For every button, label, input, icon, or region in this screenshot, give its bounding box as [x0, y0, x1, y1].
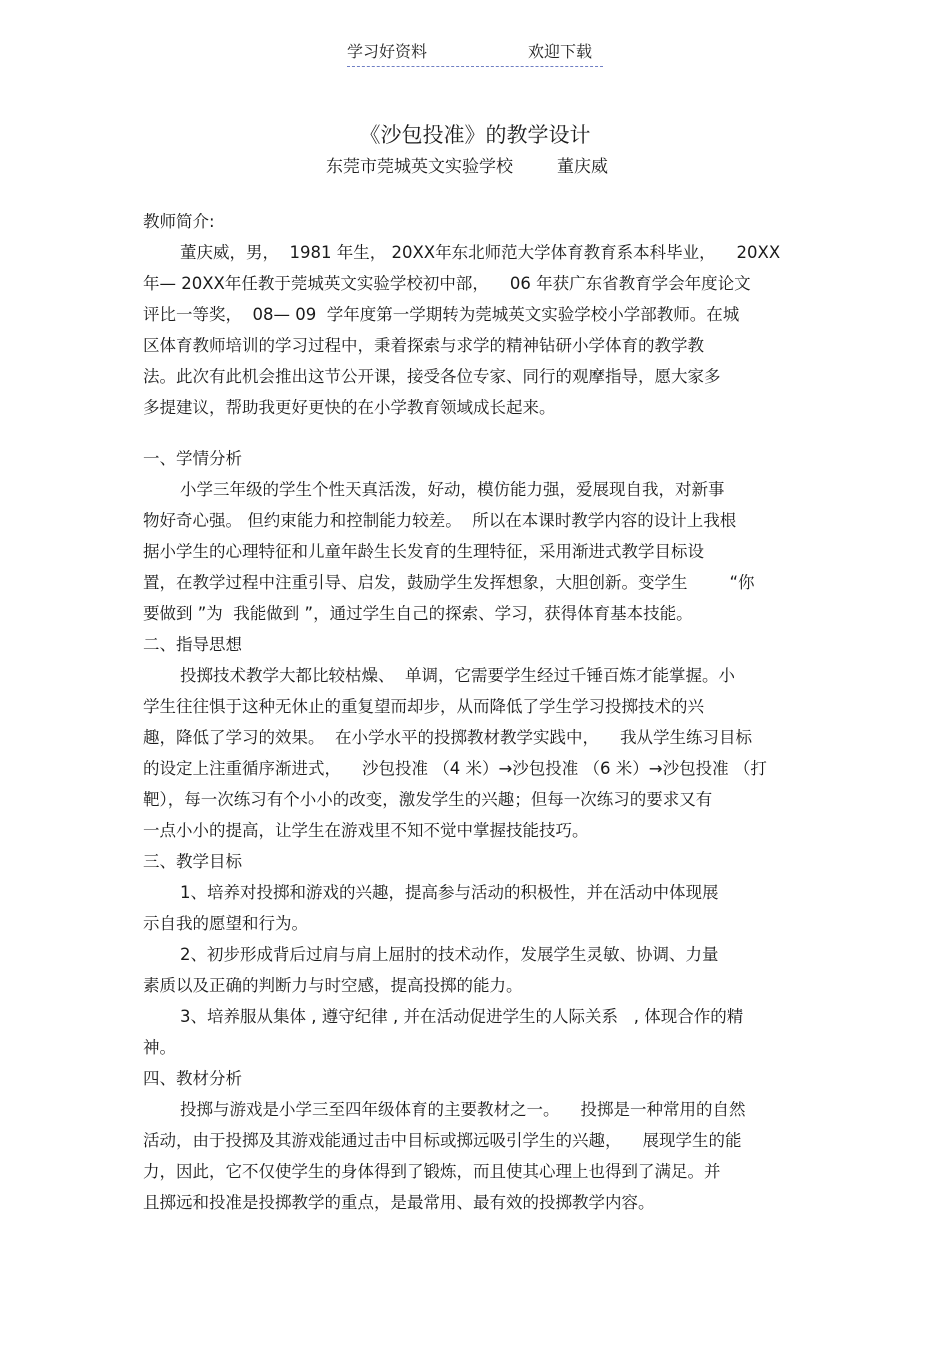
intro-line: 董庆威，男， 1981 年生， 20XX年东北师范大学体育教育系本科毕业， 20XX [180, 243, 781, 262]
section-1-heading: 一、学情分析 [143, 449, 242, 468]
intro-line: 多提建议，帮助我更好更快的在小学教育领域成长起来。 [143, 398, 556, 417]
section-2-line: 学生往往惧于这种无休止的重复望而却步，从而降低了学生学习投掷技术的兴 [143, 697, 704, 716]
school-name: 东莞市莞城英文实验学校 [326, 157, 513, 177]
section-4-line: 力，因此，它不仅使学生的身体得到了锻炼，而且使其心理上也得到了满足。并 [143, 1162, 721, 1181]
intro-line: 法。此次有此机会推出这节公开课，接受各位专家、同行的观摩指导，愿大家多 [143, 367, 721, 386]
intro-line: 区体育教师培训的学习过程中，秉着探索与求学的精神钻研小学体育的教学教 [143, 336, 704, 355]
section-1-line: 物好奇心强。 但约束能力和控制能力较差。 所以在本课时教学内容的设计上我根 [143, 511, 737, 530]
intro-line: 年— 20XX年任教于莞城英文实验学校初中部， 06 年获广东省教育学会年度论文 [143, 274, 751, 293]
goal-3-line: 神。 [143, 1038, 176, 1057]
author-name: 董庆威 [557, 157, 608, 177]
section-2-line: 靶），每一次练习有个小小的改变，激发学生的兴趣；但每一次练习的要求又有 [143, 790, 713, 809]
section-1-line: 置，在教学过程中注重引导、启发，鼓励学生发挥想象，大胆创新。变学生 “你 [143, 573, 755, 592]
section-3-heading: 三、教学目标 [143, 852, 242, 871]
section-2-heading: 二、指导思想 [143, 635, 242, 654]
section-gap [143, 423, 819, 443]
section-1-line: 小学三年级的学生个性天真活泼，好动，模仿能力强，爱展现自我，对新事 [180, 480, 725, 499]
goal-1-line: 1、培养对投掷和游戏的兴趣，提高参与活动的积极性，并在活动中体现展 [180, 883, 719, 902]
section-2-line: 的设定上注重循序渐进式， 沙包投准 （4 米）→沙包投准 （6 米）→沙包投准 （打 [143, 759, 767, 778]
section-2-line: 投掷技术教学大都比较枯燥、 单调，它需要学生经过千锤百炼才能掌握。小 [180, 666, 735, 685]
header-left-text: 学习好资料 [347, 42, 428, 61]
section-2-line: 一点小小的提高，让学生在游戏里不知不觉中掌握技能技巧。 [143, 821, 589, 840]
goal-2-line: 素质以及正确的判断力与时空感，提高投掷的能力。 [143, 976, 523, 995]
section-4-line: 投掷与游戏是小学三至四年级体育的主要教材之一。 投掷是一种常用的自然 [180, 1100, 746, 1119]
document-subtitle [326, 154, 608, 180]
section-4-line: 且掷远和投准是投掷教学的重点，是最常用、最有效的投掷教学内容。 [143, 1193, 655, 1212]
intro-line: 评比一等奖， 08— 09 学年度第一学期转为莞城英文实验学校小学部教师。在城 [143, 305, 740, 324]
document-body [143, 206, 819, 1218]
document-title: 《沙包投准》的教学设计 [359, 123, 591, 147]
section-4-line: 活动，由于投掷及其游戏能通过击中目标或掷远吸引学生的兴趣， 展现学生的能 [143, 1131, 742, 1150]
section-1-line: 据小学生的心理特征和儿童年龄生长发育的生理特征，采用渐进式教学目标设 [143, 542, 704, 561]
goal-1-line: 示自我的愿望和行为。 [143, 914, 308, 933]
intro-heading: 教师简介: [143, 212, 215, 231]
section-4-heading: 四、教材分析 [143, 1069, 242, 1088]
section-2-line: 趣，降低了学习的效果。 在小学水平的投掷教材教学实践中， 我从学生练习目标 [143, 728, 752, 747]
goal-3-line: 3、培养服从集体 , 遵守纪律 , 并在活动促进学生的人际关系 , 体现合作的精 [180, 1007, 744, 1026]
header-right-text: 欢迎下载 [528, 42, 593, 61]
page-header [347, 40, 603, 67]
goal-2-line: 2、初步形成背后过肩与肩上屈肘的技术动作，发展学生灵敏、协调、力量 [180, 945, 719, 964]
section-1-line: 要做到 ”为 我能做到 ”，通过学生自己的探索、学习，获得体育基本技能。 [143, 604, 693, 623]
